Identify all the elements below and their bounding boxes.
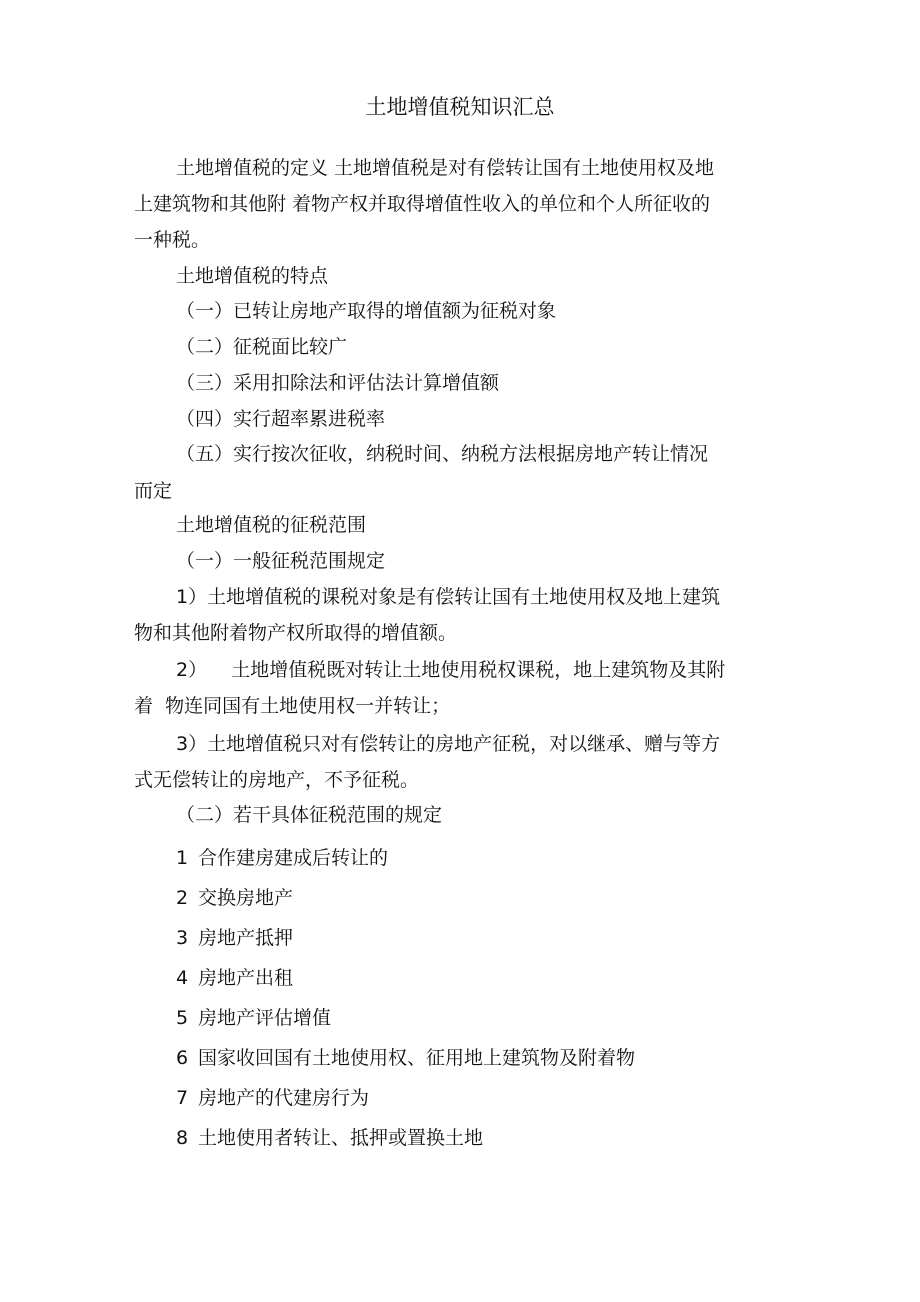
item-number: 8: [176, 1127, 189, 1149]
feature-item-3: （三）采用扣除法和评估法计算增值额: [176, 372, 500, 394]
item-text: 土地使用者转让、抵押或置换土地: [198, 1127, 484, 1149]
item-text: 房地产评估增值: [198, 1007, 332, 1029]
general-paragraph-3-line-1: 3）土地增值税只对有偿转让的房地产征税，对以继承、赠与等方: [176, 733, 721, 755]
item-number: 3: [176, 927, 189, 949]
feature-item-5: （五）实行按次征收，纳税时间、纳税方法根据房地产转让情况: [176, 443, 709, 465]
specific-item: [176, 1043, 635, 1073]
item-text: 房地产出租: [198, 967, 294, 989]
item-number: 6: [176, 1047, 189, 1069]
item-text: 合作建房建成后转让的: [198, 847, 389, 869]
features-heading: 土地增值税的特点: [176, 265, 329, 287]
definition-line-2: 上建筑物和其他附 着物产权并取得增值性收入的单位和个人所征收的: [134, 193, 711, 215]
feature-item-5-continuation: 而定: [134, 480, 173, 502]
general-paragraph-3-line-2: 式无偿转让的房地产，不予征税。: [134, 769, 420, 791]
definition-line-3: 一种税。: [134, 229, 211, 251]
item-text: 交换房地产: [198, 887, 294, 909]
item-number: 4: [176, 967, 189, 989]
item-number: 5: [176, 1007, 189, 1029]
item-text: 国家收回国有土地使用权、征用地上建筑物及附着物: [198, 1047, 636, 1069]
general-scope-heading: （一）一般征税范围规定: [176, 550, 386, 572]
general-paragraph-2-line-1: 2） 土地增值税既对转让土地使用税权课税，地上建筑物及其附: [176, 659, 726, 681]
feature-item-4: （四）实行超率累进税率: [176, 408, 386, 430]
item-number: 1: [176, 847, 189, 869]
specific-item: [176, 1003, 331, 1033]
general-paragraph-1-line-1: 1）土地增值税的课税对象是有偿转让国有土地使用权及地上建筑: [176, 586, 721, 608]
item-text: 房地产的代建房行为: [198, 1087, 370, 1109]
feature-item-2: （二）征税面比较广: [176, 336, 348, 358]
specific-item: [176, 1083, 369, 1113]
specific-scope-heading: （二）若干具体征税范围的规定: [176, 804, 443, 826]
item-text: 房地产抵押: [198, 927, 294, 949]
specific-item: [176, 883, 293, 913]
feature-item-1: （一）已转让房地产取得的增值额为征税对象: [176, 300, 557, 322]
item-number: 2: [176, 887, 189, 909]
scope-heading: 土地增值税的征税范围: [176, 514, 367, 536]
specific-item: [176, 843, 388, 873]
general-paragraph-2-line-2: 着 物连同国有土地使用权一并转让；: [134, 695, 451, 717]
general-paragraph-1-line-2: 物和其他附着物产权所取得的增值额。: [134, 622, 458, 644]
item-number: 7: [176, 1087, 189, 1109]
document-title: 土地增值税知识汇总: [365, 95, 555, 119]
specific-item: [176, 963, 293, 993]
specific-item: [176, 923, 293, 953]
specific-item: [176, 1123, 483, 1153]
definition-line-1: 土地增值税的定义 土地增值税是对有偿转让国有土地使用权及地: [176, 157, 715, 179]
